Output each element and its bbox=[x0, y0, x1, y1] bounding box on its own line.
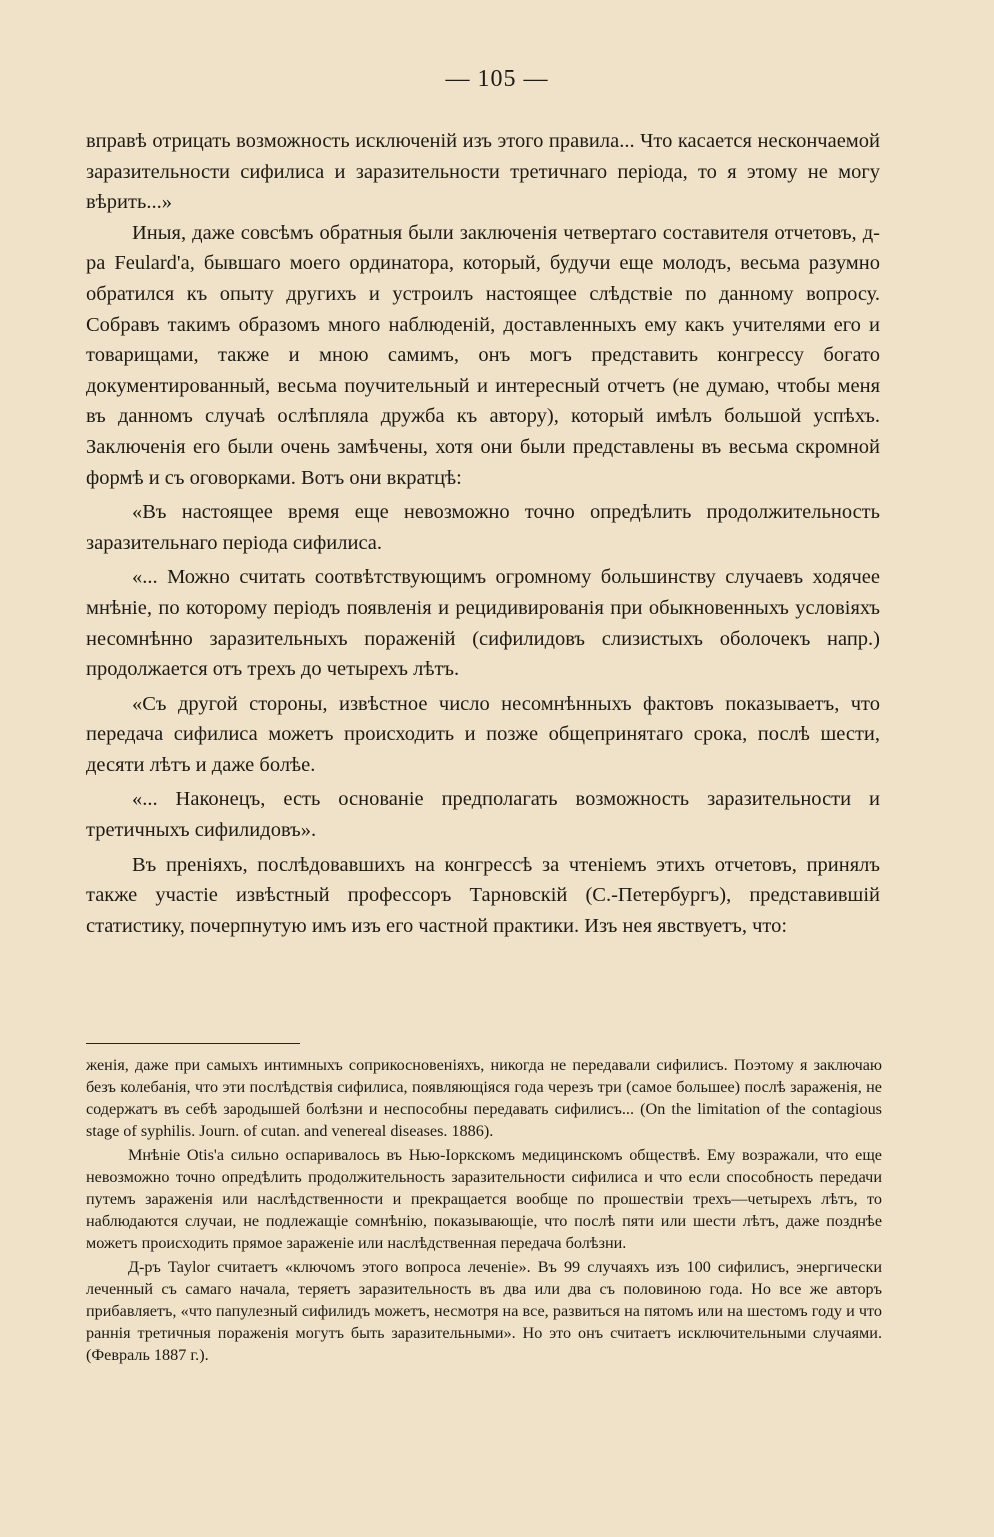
paragraph-1: вправѣ отрицать возможность исключеній изъ этого правила... Что касается нескончаемой заразительности сифилиса и заразительности третичнаго періода, то я этому не могу вѣрить...» bbox=[86, 130, 880, 214]
quote-paragraph-1: «Въ настоящее время еще невозможно точно опредѣлить продолжительность заразительнаго періода сифилиса. bbox=[86, 501, 880, 554]
footnote-2: Мнѣніе Otis'а сильно оспаривалось въ Нью-Іоркскомъ медицинскомъ обществѣ. Ему возражали, что еще невозможно точно опредѣлить продолжительность заразительности сифилиса и что если способность передачи путемъ зараженія или наслѣдственности и прекращается вообще по прошествіи трехъ—четырехъ лѣтъ, то наблюдаются случаи, не подлежащіе сомнѣнію, показывающіе, что послѣ пяти или шести лѣтъ, даже позднѣе можетъ происходить прямое зараженіе или наслѣдственная передача болѣзни. bbox=[86, 1146, 882, 1252]
footnotes bbox=[86, 1054, 882, 1366]
page-number: — 105 — bbox=[445, 66, 549, 92]
footnote-divider bbox=[86, 1043, 300, 1044]
quote-paragraph-3: «Съ другой стороны, извѣстное число несомнѣнныхъ фактовъ показываетъ, что передача сифилиса можетъ происходить и позже общепринятаго срока, послѣ шести, десяти лѣтъ и даже болѣе. bbox=[86, 692, 880, 776]
paragraph-3: Въ преніяхъ, послѣдовавшихъ на конгрессѣ за чтеніемъ этихъ отчетовъ, принялъ также участіе извѣстный профессоръ Тарновскій (С.-Петербургъ), представившій статистику, почерпнутую имъ изъ его частной практики. Изъ нея явствуетъ, что: bbox=[86, 853, 880, 937]
quote-paragraph-4: «... Наконецъ, есть основаніе предполагать возможность заразительности и третичныхъ сифилидовъ». bbox=[86, 788, 880, 842]
footnote-1: женія, даже при самыхъ интимныхъ соприкосновеніяхъ, никогда не передавали сифилисъ. Поэтому я заключаю безъ колебанія, что эти послѣдствія сифилиса, появляющіяся года черезъ три (самое большее) послѣ зараженія, не содержатъ въ себѣ зародышей болѣзни и неспособны передавать сифилисъ... (On the limitation of the contagious stage of syphilis. Journ. of cutan. and venereal diseases. 1886). bbox=[86, 1056, 882, 1140]
paragraph-2: Иныя, даже совсѣмъ обратныя были заключенія четвертаго составителя отчетовъ, д-ра Feulard'а, бывшаго моего ординатора, который, будучи еще молодъ, весьма разумно обратился къ опыту другихъ и устроилъ настоящее слѣдствіе по данному вопросу. Собравъ такимъ образомъ много наблюденій, доставленныхъ ему какъ учителями его и товарищами, также и мною самимъ, онъ могъ представить конгрессу богато документированный, весьма поучительный и интересный отчетъ (не думаю, чтобы меня въ данномъ случаѣ ослѣпляла дружба къ автору), который имѣлъ большой успѣхъ. Заключенія его были очень замѣчены, хотя они были представлены въ весьма скромной формѣ и съ оговорками. Вотъ они вкратцѣ: bbox=[86, 221, 880, 489]
main-text bbox=[86, 126, 880, 941]
footnote-3: Д-ръ Taylor считаетъ «ключомъ этого вопроса леченіе». Въ 99 случаяхъ изъ 100 сифилисъ, энергически леченный съ самаго начала, теряетъ заразительность въ два или два съ половиною года. Но все же авторъ прибавляетъ, «что папулезный сифилидъ можетъ, несмотря на все, развиться на пятомъ или на шестомъ году и что раннія третичныя пораженія могутъ быть заразительными». Но это онъ считаетъ исключительными случаями. (Февраль 1887 г.). bbox=[86, 1258, 882, 1364]
quote-paragraph-2: «... Можно считать соотвѣтствующимъ огромному большинству случаевъ ходячее мнѣніе, по которому періодъ появленія и рецидивированія при обыкновенныхъ условіяхъ несомнѣнно заразительныхъ пораженій (сифилидовъ слизистыхъ оболочекъ напр.) продолжается отъ трехъ до четырехъ лѣтъ. bbox=[86, 566, 880, 681]
